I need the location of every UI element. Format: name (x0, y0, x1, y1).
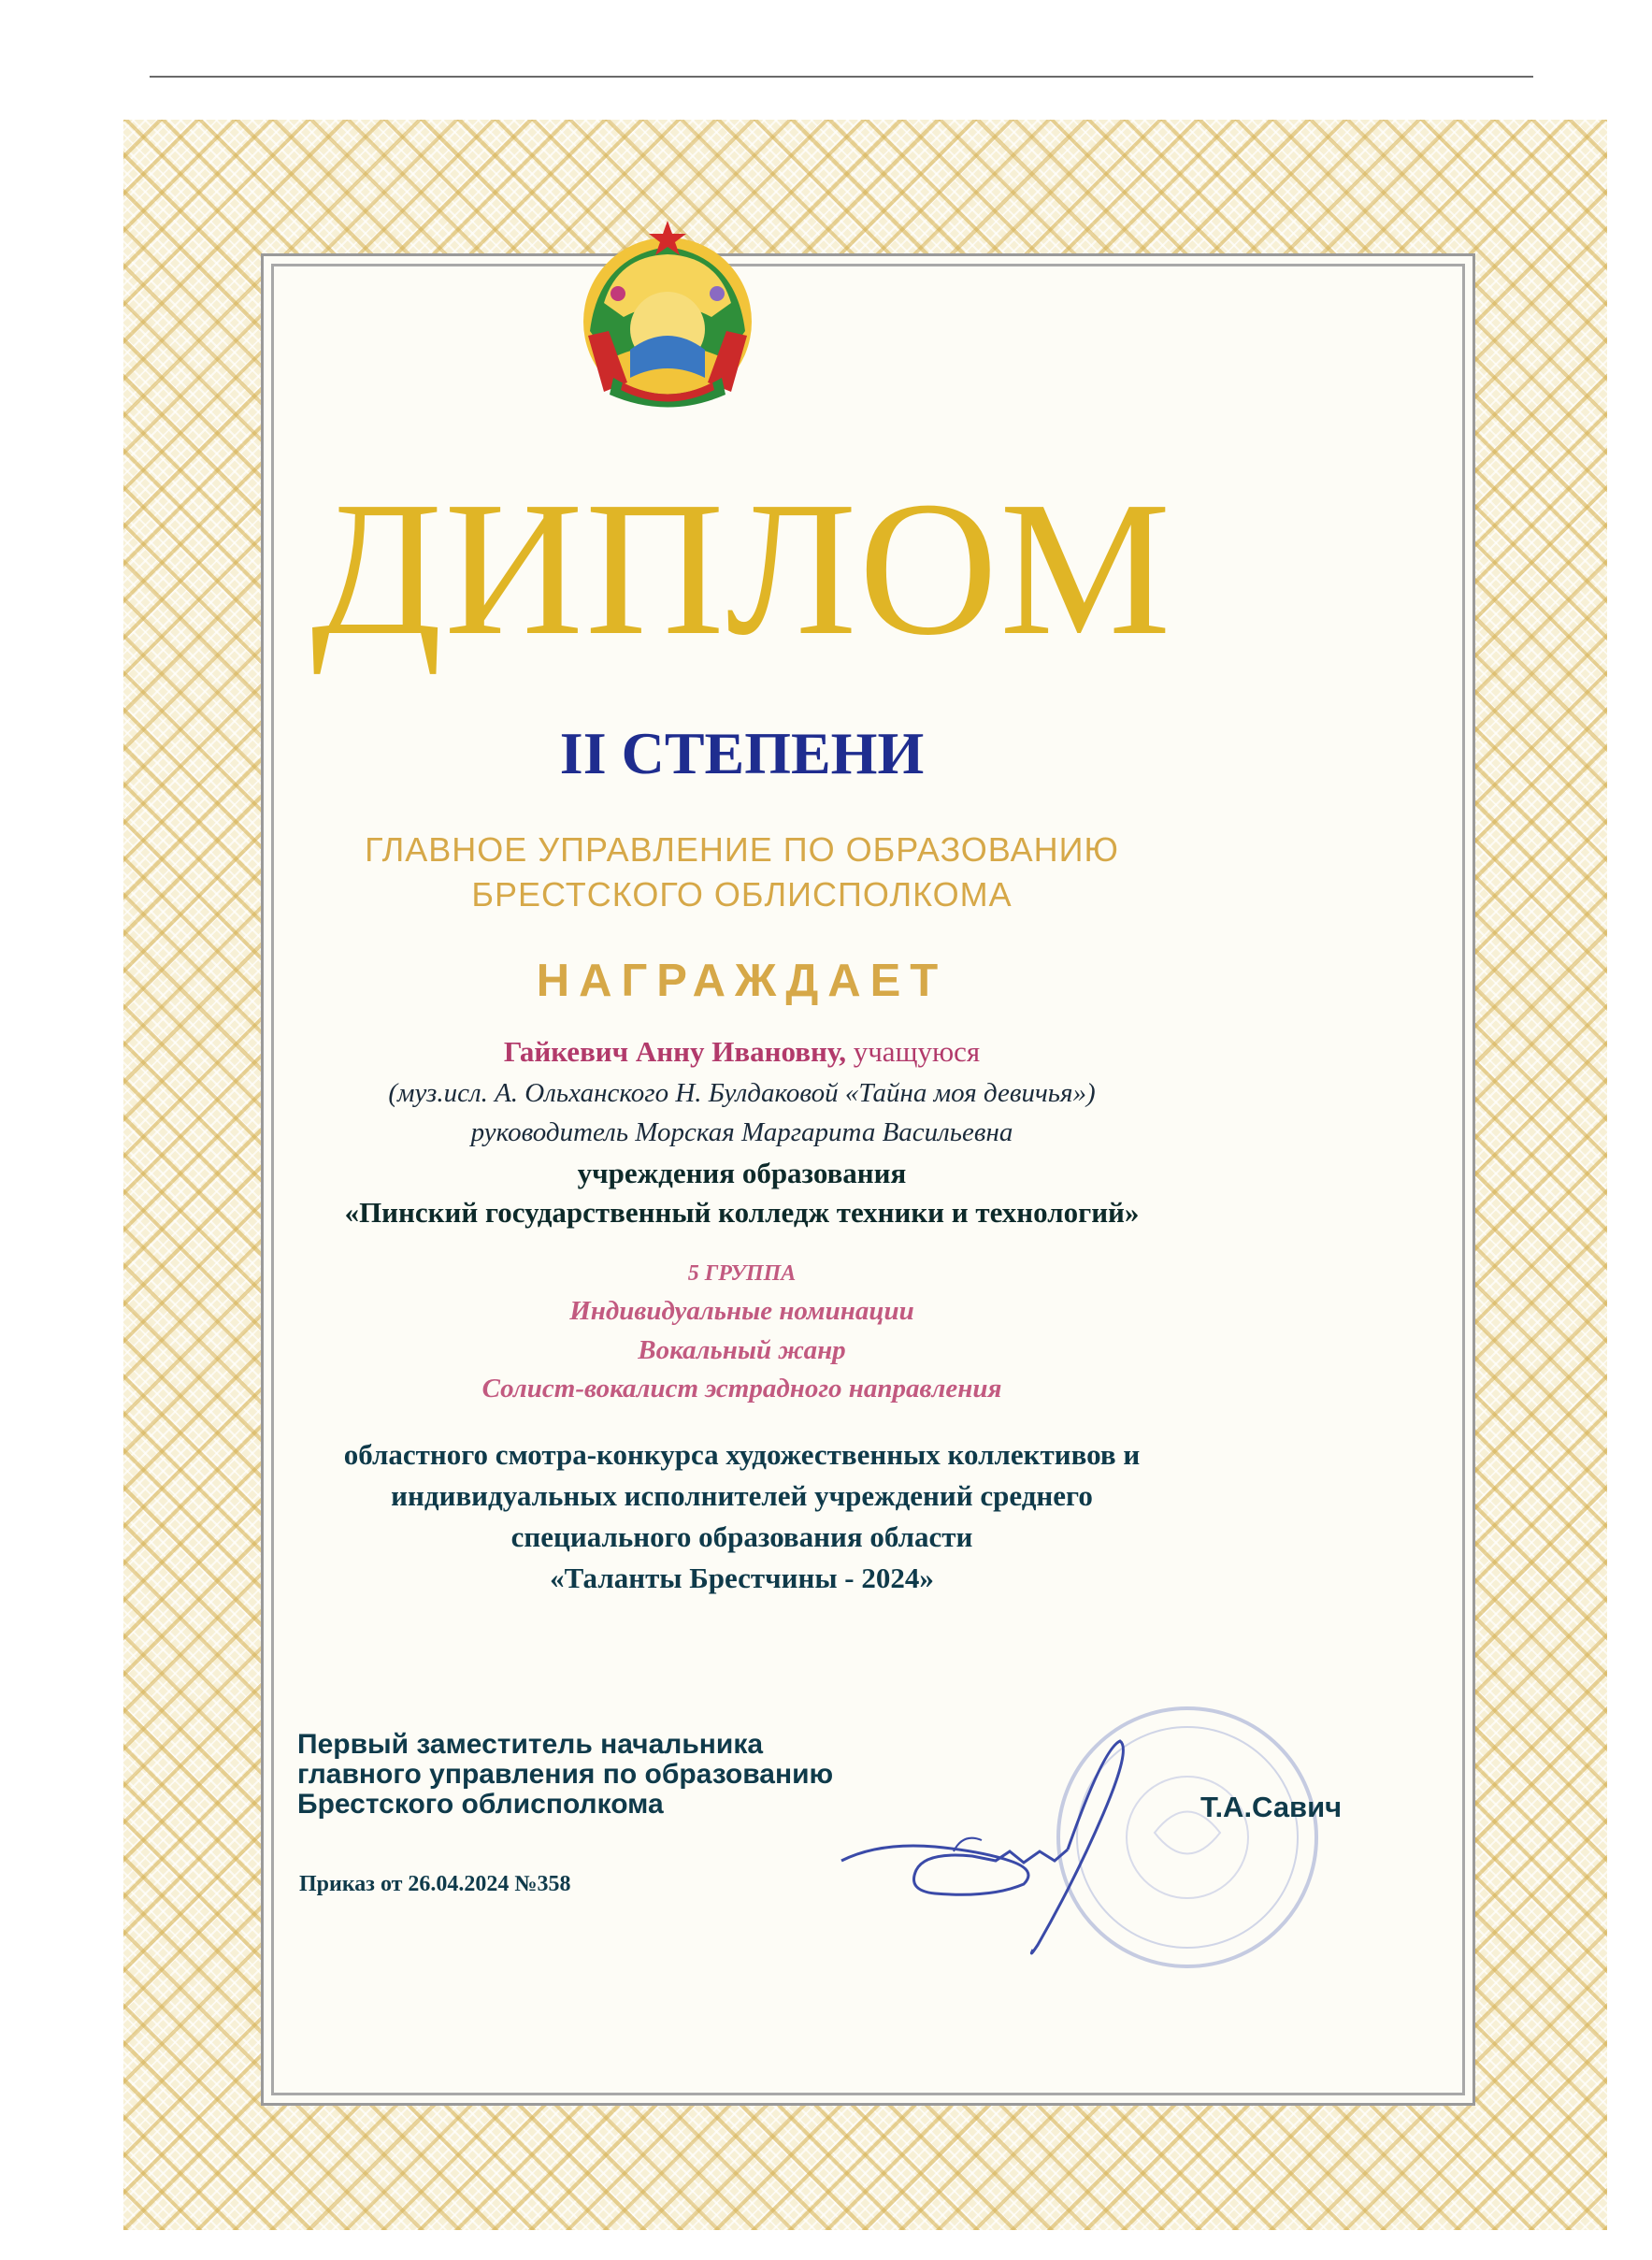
category-genre: Вокальный жанр (638, 1335, 846, 1365)
awards-heading: НАГРАЖДАЕТ (536, 956, 948, 1006)
state-emblem-icon (571, 219, 764, 411)
organization-line-1: ГЛАВНОЕ УПРАВЛЕНИЕ ПО ОБРАЗОВАНИЮ (365, 830, 1119, 869)
category-group: 5 ГРУППА (687, 1261, 797, 1286)
organization-name (137, 828, 1346, 917)
signature-title (297, 1730, 833, 1820)
signature-title-line-3: Брестского облисполкома (297, 1789, 664, 1820)
recipient-line (137, 1033, 1346, 1071)
institution-line-2: «Пинский государственный колледж техники и технологий» (344, 1196, 1140, 1229)
institution-line-1: учреждения образования (577, 1157, 907, 1189)
category-nomination: Индивидуальные номинации (569, 1296, 914, 1326)
organization-line-2: БРЕСТСКОГО ОБЛИСПОЛКОМА (471, 875, 1013, 914)
performed-work: (муз.исл. А. Ольханского Н. Булдаковой «Тайна моя девичья») (388, 1078, 1096, 1108)
contest-line-1: областного смотра-конкурса художественных коллективов и (343, 1438, 1141, 1471)
signature-title-line-1: Первый заместитель начальника (297, 1729, 764, 1760)
diploma-title: ДИПЛОМ (310, 461, 1173, 675)
order-reference: Приказ от 26.04.2024 №358 (299, 1872, 571, 1896)
scan-edge-line (150, 76, 1533, 78)
signer-name: Т.А.Савич (1200, 1791, 1343, 1823)
category-direction: Солист-вокалист эстрадного направления (481, 1374, 1002, 1404)
contest-line-2: индивидуальных исполнителей учреждений среднего (391, 1479, 1093, 1512)
signature-title-line-2: главного управления по образованию (297, 1759, 834, 1790)
contest-line-4: «Таланты Брестчины - 2024» (550, 1562, 934, 1594)
contest-line-3: специального образования области (510, 1520, 973, 1553)
diploma-degree: II СТЕПЕНИ (559, 720, 925, 786)
leader-name: руководитель Морская Маргарита Васильевна (470, 1117, 1013, 1147)
recipient-name: Гайкевич Анну Ивановну, (503, 1035, 846, 1068)
handwritten-signature (823, 1720, 1141, 1964)
recipient-role: учащуюся (845, 1035, 981, 1068)
